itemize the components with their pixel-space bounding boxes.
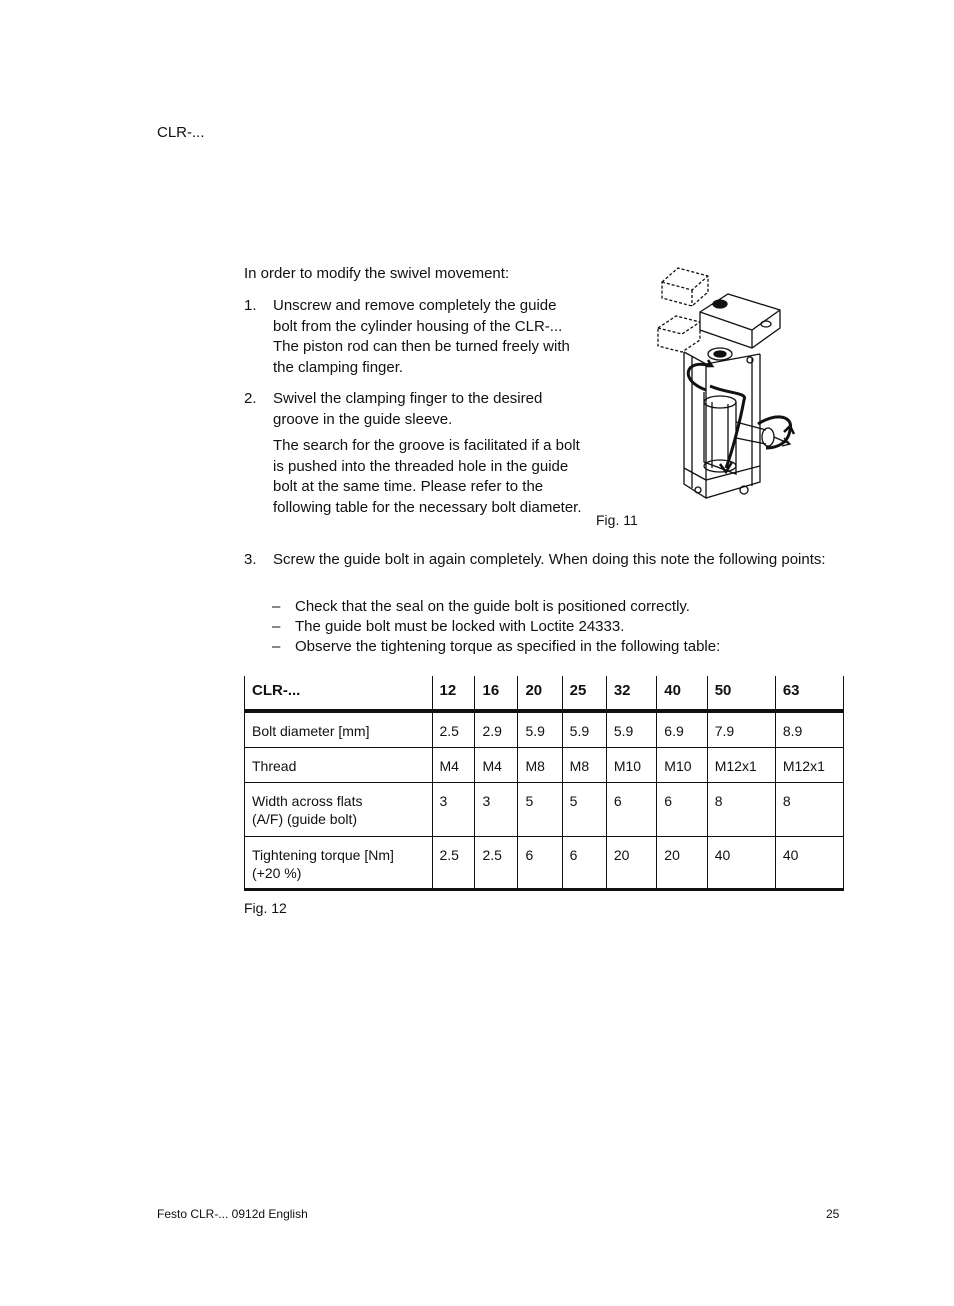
footer-document-id: Festo CLR-... 0912d English: [157, 1207, 308, 1221]
table-header-row: [245, 676, 844, 711]
table-cell: M4: [432, 748, 475, 783]
header-cell: 25: [562, 676, 606, 711]
table-cell: 2.5: [432, 837, 475, 890]
table-cell: 6: [562, 837, 606, 890]
table-cell: M8: [562, 748, 606, 783]
header-cell: 32: [606, 676, 656, 711]
table-row: [245, 783, 844, 837]
step-number: 3.: [244, 551, 257, 568]
table-cell: 8: [775, 783, 843, 837]
table-cell: M10: [606, 748, 656, 783]
table-cell: 2.5: [475, 837, 518, 890]
row-label: Thread: [245, 748, 433, 783]
list-item: – Observe the tightening torque as specified in the following table:: [272, 638, 721, 656]
step-text: Screw the guide bolt in again completely. When doing this note the following points:: [273, 551, 826, 568]
table-cell: 6: [657, 783, 707, 837]
table-cell: 8: [707, 783, 775, 837]
table-cell: 6.9: [657, 711, 707, 748]
table-cell: 40: [707, 837, 775, 890]
step-text: Unscrew and remove completely the guide bolt from the cylinder housing of the CLR-... The piston rod can then be turned freely with the clamping finger.: [273, 297, 570, 376]
table-cell: 3: [475, 783, 518, 837]
swivel-clamp-cylinder-illustration: [648, 262, 798, 502]
page-number: 25: [826, 1207, 840, 1221]
table-cell: 40: [775, 837, 843, 890]
bolt-specification-table: [244, 676, 844, 891]
row-label: Bolt diameter [mm]: [245, 711, 433, 748]
list-item: – Check that the seal on the guide bolt is positioned correctly.: [272, 598, 690, 615]
table-cell: 5.9: [518, 711, 562, 748]
step-2-note: The search for the groove is facilitated if a bolt is pushed into the threaded hole in the guide bolt at the same time. Please refer to the following table for the necessary bolt diameter.: [273, 437, 582, 516]
intro-text: In order to modify the swivel movement:: [244, 265, 510, 282]
header-cell: 20: [518, 676, 562, 711]
document-header: CLR-...: [157, 124, 205, 141]
figure-12-caption: Fig. 12: [244, 900, 287, 916]
table-cell: M12x1: [775, 748, 843, 783]
table-cell: M8: [518, 748, 562, 783]
table-cell: 5.9: [562, 711, 606, 748]
table-cell: 20: [657, 837, 707, 890]
row-label: Tightening torque [Nm] (+20 %): [245, 837, 433, 890]
row-label: Width across flats (A/F) (guide bolt): [245, 783, 433, 837]
table-row: [245, 837, 844, 890]
table-cell: M4: [475, 748, 518, 783]
checkpoint-list: [272, 597, 720, 658]
header-cell: 63: [775, 676, 843, 711]
table-cell: 5: [518, 783, 562, 837]
table-cell: 8.9: [775, 711, 843, 748]
header-cell: 50: [707, 676, 775, 711]
table-row: [245, 711, 844, 748]
header-cell: 40: [657, 676, 707, 711]
table-cell: 2.9: [475, 711, 518, 748]
table-cell: 7.9: [707, 711, 775, 748]
step-number: 1.: [244, 297, 257, 314]
step-number: 2.: [244, 390, 257, 407]
table-cell: M10: [657, 748, 707, 783]
table-cell: 5: [562, 783, 606, 837]
header-cell: CLR-...: [245, 676, 433, 711]
table-row: [245, 748, 844, 783]
table-cell: 20: [606, 837, 656, 890]
table-cell: 5.9: [606, 711, 656, 748]
table-cell: 6: [518, 837, 562, 890]
table-cell: 6: [606, 783, 656, 837]
header-cell: 12: [432, 676, 475, 711]
header-cell: 16: [475, 676, 518, 711]
table-cell: 3: [432, 783, 475, 837]
list-item: – The guide bolt must be locked with Loctite 24333.: [272, 618, 625, 636]
figure-11-caption: Fig. 11: [596, 512, 638, 528]
table-cell: M12x1: [707, 748, 775, 783]
step-text: Swivel the clamping finger to the desired groove in the guide sleeve.: [273, 390, 543, 428]
table-cell: 2.5: [432, 711, 475, 748]
